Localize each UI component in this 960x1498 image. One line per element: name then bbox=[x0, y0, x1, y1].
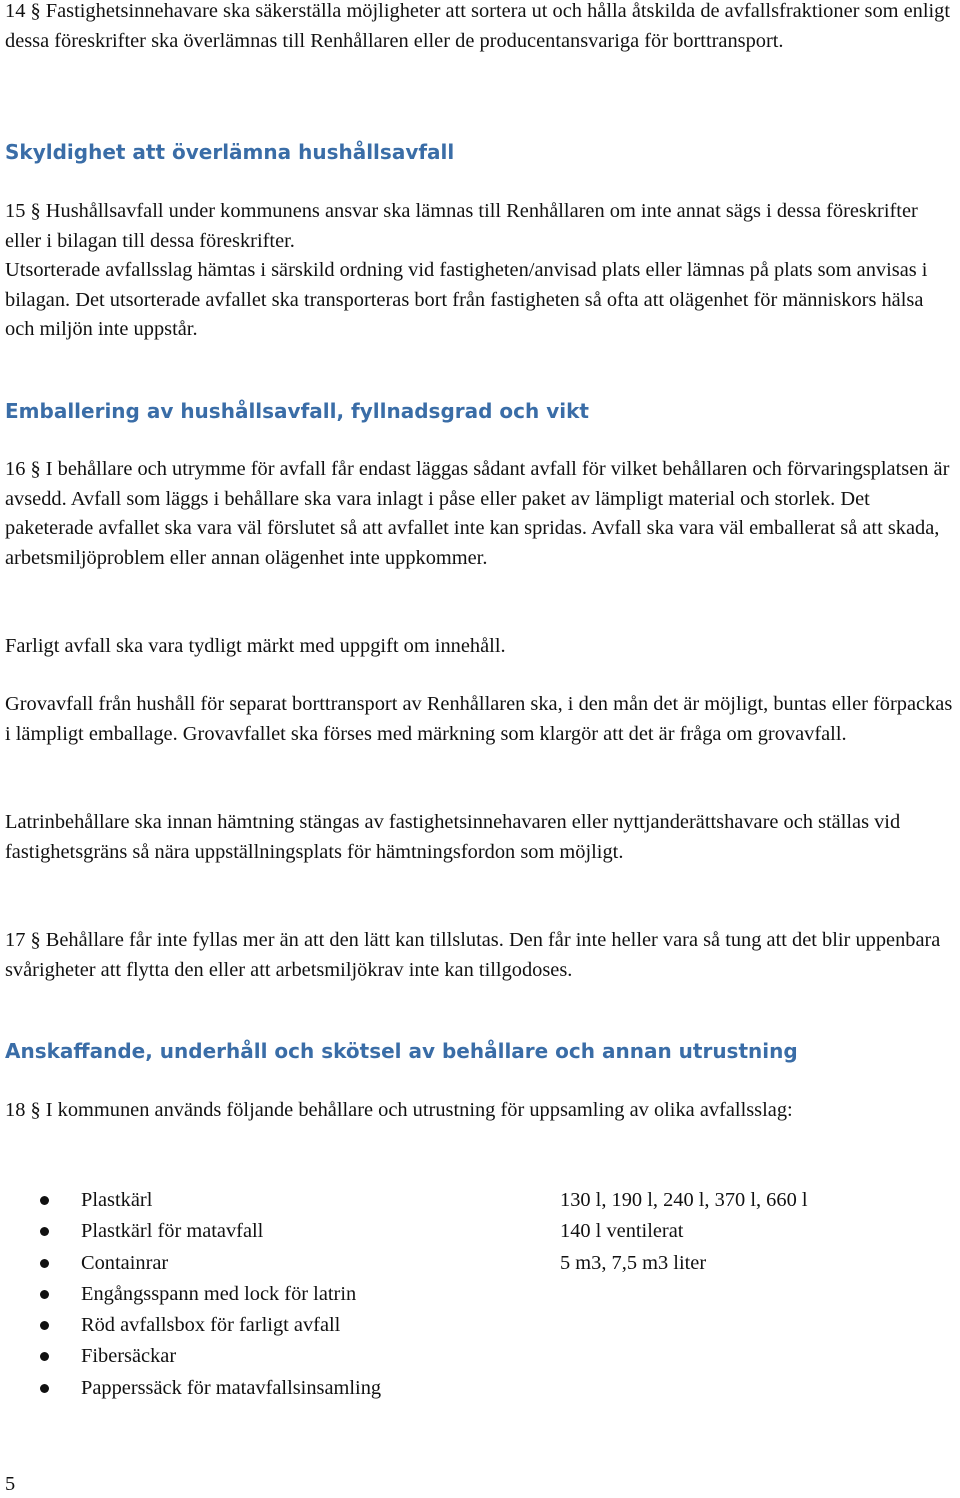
heading-anskaffande: Anskaffande, underhåll och skötsel av behållare och annan utrustning bbox=[5, 1039, 798, 1063]
item-size: 130 l, 190 l, 240 l, 370 l, 660 l bbox=[560, 1189, 808, 1211]
item-name: Papperssäck för matavfallsinsamling bbox=[81, 1376, 382, 1399]
paragraph-15b: Utsorterade avfallsslag hämtas i särskild ordning vid fastigheten/anvisad plats eller lämnas på plats som anvisas i bilagan. Det utsorterade avfallet ska transporteras bort från fastigheten så ofta att olägenhet för människors hälsa och miljön inte uppstår. bbox=[5, 259, 928, 340]
item-size: 5 m3, 7,5 m3 liter bbox=[560, 1251, 707, 1274]
bullet-icon bbox=[40, 1227, 49, 1236]
paragraph-16c: Grovavfall från hushåll för separat borttransport av Renhållaren ska, i den mån det är möjligt, buntas eller förpackas i lämpligt emballage. Grovavfallet ska förses med märkning som klargör att det är fråga om grovavfall. bbox=[5, 693, 953, 745]
bullet-icon bbox=[40, 1384, 49, 1393]
list-item bbox=[0, 1248, 960, 1279]
bullet-icon bbox=[40, 1321, 49, 1330]
paragraph-17: 17 § Behållare får inte fyllas mer än att den lätt kan tillslutas. Den får inte heller vara så tung att det blir uppenbara svårigheter att flytta den eller att arbetsmiljökrav inte kan tillgodoses. bbox=[5, 929, 941, 981]
paragraph-16b: Farligt avfall ska vara tydligt märkt med uppgift om innehåll. bbox=[5, 635, 506, 657]
item-name: Plastkärl för matavfall bbox=[81, 1220, 264, 1243]
list-item bbox=[0, 1373, 960, 1404]
item-name: Engångsspann med lock för latrin bbox=[81, 1282, 357, 1305]
paragraph-14: 14 § Fastighetsinnehavare ska säkerställa möjligheter att sortera ut och hålla åtskilda de avfallsfraktioner som enligt dessa föreskrifter ska överlämnas till Renhållaren eller de producentansvariga för borttransport. bbox=[5, 0, 951, 52]
bullet-icon bbox=[40, 1259, 49, 1268]
list-item bbox=[0, 1185, 960, 1216]
bullet-icon bbox=[40, 1290, 49, 1299]
heading-skyldighet: Skyldighet att överlämna hushållsavfall bbox=[5, 140, 455, 164]
equipment-list bbox=[0, 1185, 960, 1404]
page-number: 5 bbox=[5, 1473, 16, 1495]
list-item bbox=[0, 1216, 960, 1247]
item-name: Röd avfallsbox för farligt avfall bbox=[81, 1314, 341, 1337]
item-name: Plastkärl bbox=[81, 1189, 153, 1211]
list-item bbox=[0, 1341, 960, 1372]
paragraph-16a: 16 § I behållare och utrymme för avfall får endast läggas sådant avfall för vilket behållaren och förvaringsplatsen är avsedd. Avfall som läggs i behållare ska vara inlagt i påse eller paket av lämpligt material och storlek. Det paketerade avfallet ska vara väl förslutet så att avfallet inte kan spridas. Avfall ska vara väl emballerat så att skada, arbetsmiljöproblem eller annan olägenhet inte uppkommer. bbox=[5, 458, 950, 569]
item-size: 140 l ventilerat bbox=[560, 1220, 684, 1243]
paragraph-18: 18 § I kommunen används följande behållare och utrustning för uppsamling av olika avfallsslag: bbox=[5, 1099, 793, 1121]
item-name: Containrar bbox=[81, 1251, 169, 1274]
bullet-icon bbox=[40, 1196, 49, 1205]
paragraph-16d: Latrinbehållare ska innan hämtning stängas av fastighetsinnehavaren eller nyttjanderättshavare och ställas vid fastighetsgräns så nära uppställningsplats för hämtningsfordon som möjligt. bbox=[5, 811, 901, 863]
heading-emballering: Emballering av hushållsavfall, fyllnadsgrad och vikt bbox=[5, 399, 589, 423]
paragraph-15a: 15 § Hushållsavfall under kommunens ansvar ska lämnas till Renhållaren om inte annat sägs i dessa föreskrifter eller i bilagan till dessa föreskrifter. bbox=[5, 200, 918, 252]
bullet-icon bbox=[40, 1352, 49, 1361]
item-name: Fibersäckar bbox=[81, 1345, 177, 1368]
list-item bbox=[0, 1279, 960, 1310]
list-item bbox=[0, 1310, 960, 1341]
